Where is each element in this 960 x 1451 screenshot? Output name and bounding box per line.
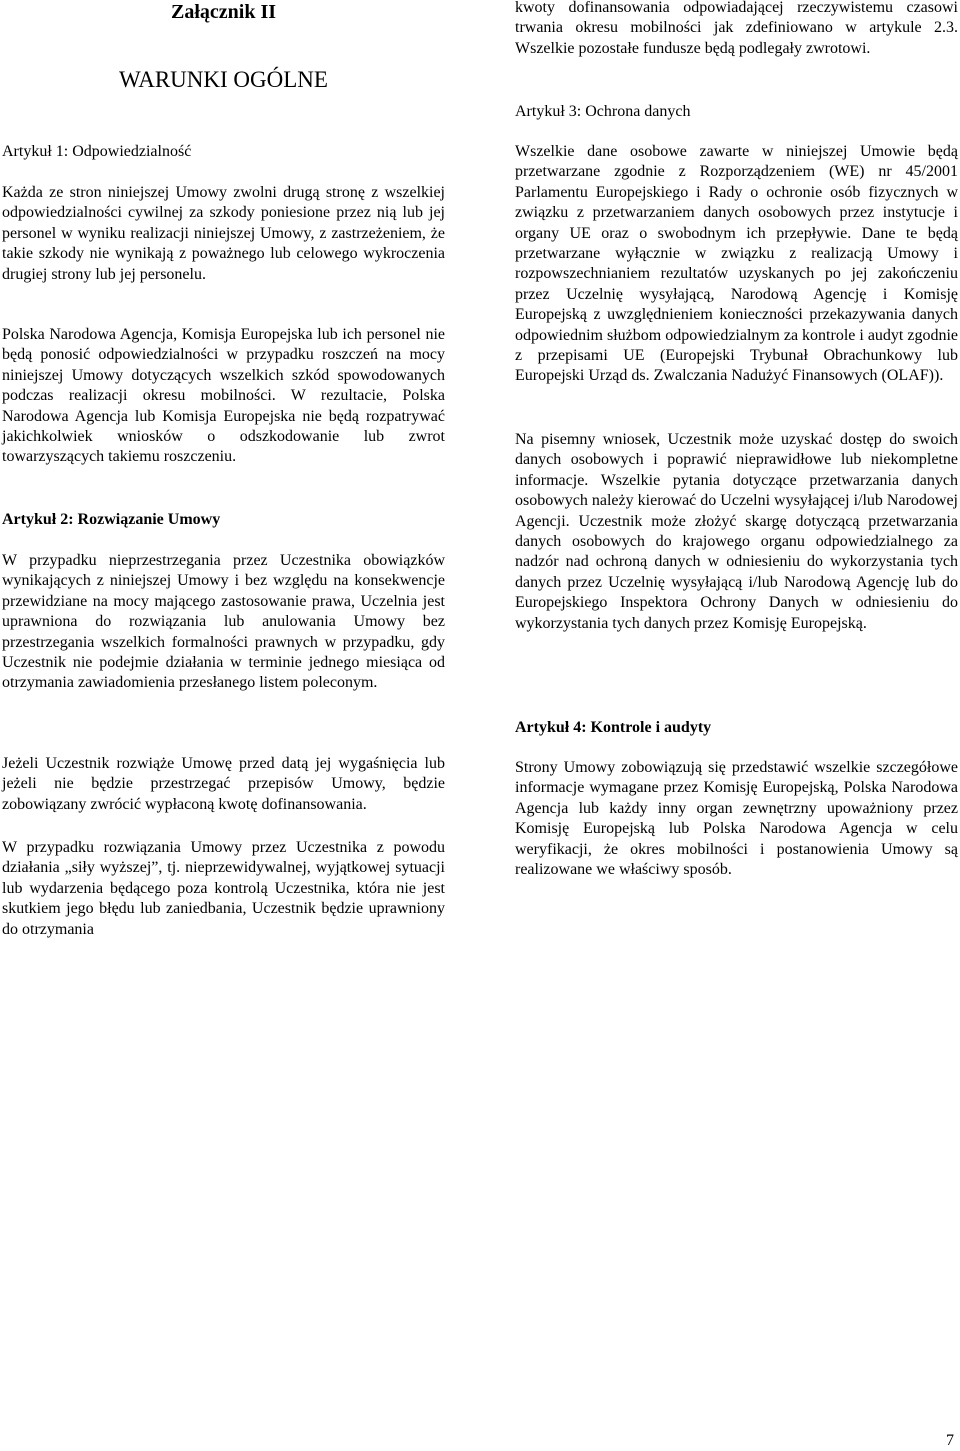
article-3-paragraph-2: Na pisemny wniosek, Uczestnik może uzyskać dostęp do swoich danych osobowych i poprawić nieprawidłowe lub niekompletne informacje. Wszelkie pytania dotyczące przetwarzania danych osobowych należy kierować do Uczelni wysyłającej i/lub Narodowej Agencji. Uczestnik może złożyć skargę dotyczącą przetwarzania danych osobowych do krajowego organu odpowiedzialnego za nadzór nad ochroną danych w odniesieniu do wykorzystania tych danych przez Uczelnię wysyłającą i/lub Narodową Agencję lub do Europejskiego Inspektora Ochrony Danych w odniesieniu do wykorzystania tych danych przez Komisję Europejską.: [515, 431, 958, 632]
page-number: 7: [946, 1432, 954, 1449]
article-4-heading: Artykuł 4: Kontrole i audyty: [515, 719, 712, 736]
annex-title: Załącznik II: [170, 1, 277, 23]
article-2-paragraph-3: W przypadku rozwiązania Umowy przez Uczestnika z powodu działania „siły wyższej”, tj. nieprzewidywalnej, wyjątkowej sytuacji lub wydarzenia będącego poza kontrolą Uczestnika, która nie jest skutkiem jego błędu lub zaniedbania, Uczestnik będzie uprawniony do otrzymania: [2, 839, 445, 938]
article-3-paragraph-1: Wszelkie dane osobowe zawarte w niniejszej Umowie będą przetwarzane zgodnie z Rozporządzeniem (WE) nr 45/2001 Parlamentu Europejskiego i Rady o ochronie osób fizycznych w związku z przetwarzaniem danych osobowych przez instytucje i organy UE oraz o swobodnym ich przepływie. Dane te będą przetwarzane wyłącznie w związku z realizacją Umowy i rozpowszechnianiem rezultatów uzyskanych po jej zakończeniu przez Uczelnię wysyłającą, Narodową Agencję i Komisję Europejską z uwzględnieniem konieczności przekazywania danych odpowiednim służbom odpowiedzialnym za kontrole i audyt zgodnie z przepisami UE (Europejski Trybunał Obrachunkowy lub Europejski Urząd ds. Zwalczania Nadużyć Finansowych (OLAF)).: [515, 143, 959, 385]
article-2-paragraph-2: Jeżeli Uczestnik rozwiąże Umowę przed datą jej wygaśnięcia lub jeżeli nie będzie przestrzegać przepisów Umowy, będzie zobowiązany zwrócić wypłaconą kwotę dofinansowania.: [2, 755, 445, 813]
continuation-paragraph: kwoty dofinansowania odpowiadającej rzeczywistemu czasowi trwania okresu mobilności jak zdefiniowano w artykule 2.3. Wszelkie pozostałe fundusze będą podlegały zwrotowi.: [515, 0, 958, 57]
article-3-heading: Artykuł 3: Ochrona danych: [515, 103, 691, 120]
article-1-heading: Artykuł 1: Odpowiedzialność: [2, 143, 192, 160]
article-1-paragraph-1: Każda ze stron niniejszej Umowy zwolni drugą stronę z wszelkiej odpowiedzialności cywilnej za szkody poniesione przez nią lub jej personel w wyniku realizacji niniejszej Umowy, z zastrzeżeniem, że takie szkody nie wynikają z poważnego lub celowego wykroczenia drugiej strony lub jej personelu.: [2, 184, 445, 283]
document-title: WARUNKI OGÓLNE: [119, 67, 328, 92]
article-4-paragraph-1: Strony Umowy zobowiązują się przedstawić wszelkie szczegółowe informacje wymagane przez Komisję Europejską, Polska Narodowa Agencja lub każdy inny organ zewnętrzny upoważniony przez Komisję Europejską lub Polska Narodowa Agencja w celu weryfikacji, że okres mobilności i postanowienia Umowy są realizowane we właściwy sposób.: [515, 759, 958, 879]
article-2-paragraph-1: W przypadku nieprzestrzegania przez Uczestnika obowiązków wynikających z niniejszej Umowy i bez względu na konsekwencje przewidziane na mocy mającego zastosowanie prawa, Uczelnia jest uprawniona do rozwiązania lub anulowania Umowy bez przestrzegania wszelkich formalności prawnych w przypadku, gdy Uczestnik nie podejmie działania w terminie jednego miesiąca od otrzymania zawiadomienia przesłanego listem poleconym.: [2, 552, 445, 692]
article-2-heading: Artykuł 2: Rozwiązanie Umowy: [2, 511, 221, 528]
article-1-paragraph-2: Polska Narodowa Agencja, Komisja Europejska lub ich personel nie będą ponosić odpowiedzialności w przypadku roszczeń na mocy niniejszej Umowy dotyczących wszelkich szkód spowodowanych podczas realizacji okresu mobilności. W rezultacie, Polska Narodowa Agencja lub Komisja Europejska nie będą rozpatrywać jakichkolwiek wniosków o odszkodowanie lub zwrot towarzyszących takiemu roszczeniu.: [2, 326, 445, 466]
